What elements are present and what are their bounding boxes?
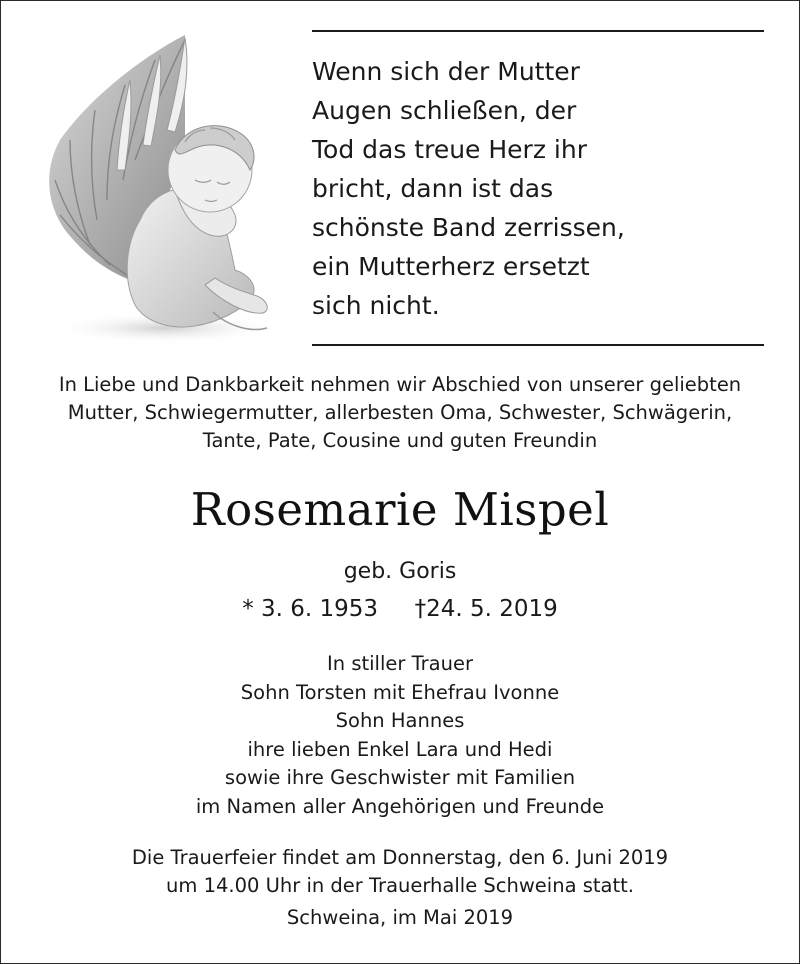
poem-line: sich nicht. (312, 291, 440, 320)
intro-text (0, 371, 800, 455)
intro-line: Tante, Pate, Cousine und guten Freundin (202, 429, 598, 452)
intro-line: Mutter, Schwiegermutter, allerbesten Oma, Schwester, Schwägerin, (67, 401, 733, 424)
poem-line: Tod das treue Herz ihr (312, 135, 587, 164)
birth-name: geb. Goris (343, 559, 457, 584)
poem (312, 52, 772, 325)
birth-date: * 3. 6. 1953 (242, 596, 379, 622)
service-line: um 14.00 Uhr in der Trauerhalle Schweina statt. (166, 874, 634, 897)
mourners-list (0, 650, 800, 821)
intro-line: In Liebe und Dankbarkeit nehmen wir Abschied von unserer geliebten (58, 373, 742, 396)
death-date: †24. 5. 2019 (414, 596, 558, 622)
mourner-line: sowie ihre Geschwister mit Familien (224, 766, 576, 789)
deceased-name: Rosemarie Mispel (190, 483, 610, 536)
service-info (0, 844, 800, 900)
top-rule (312, 30, 764, 32)
bottom-rule (312, 344, 764, 346)
mourner-line: In stiller Trauer (327, 652, 473, 675)
mourner-line: Sohn Torsten mit Ehefrau Ivonne (240, 680, 560, 704)
angel-illustration (35, 30, 275, 350)
poem-line: schönste Band zerrissen, (312, 213, 625, 242)
poem-line: Wenn sich der Mutter (312, 57, 580, 86)
poem-line: Augen schließen, der (312, 96, 577, 125)
poem-line: bricht, dann ist das (312, 174, 554, 203)
mourner-line: im Namen aller Angehörigen und Freunde (195, 794, 605, 818)
life-dates (0, 592, 800, 626)
service-line: Die Trauerfeier findet am Donnerstag, den 6. Juni 2019 (131, 846, 669, 869)
mourner-line: Sohn Hannes (335, 709, 465, 732)
poem-line: ein Mutterherz ersetzt (312, 252, 590, 281)
mourner-line: ihre lieben Enkel Lara und Hedi (247, 737, 553, 761)
place-date: Schweina, im Mai 2019 (286, 906, 514, 929)
